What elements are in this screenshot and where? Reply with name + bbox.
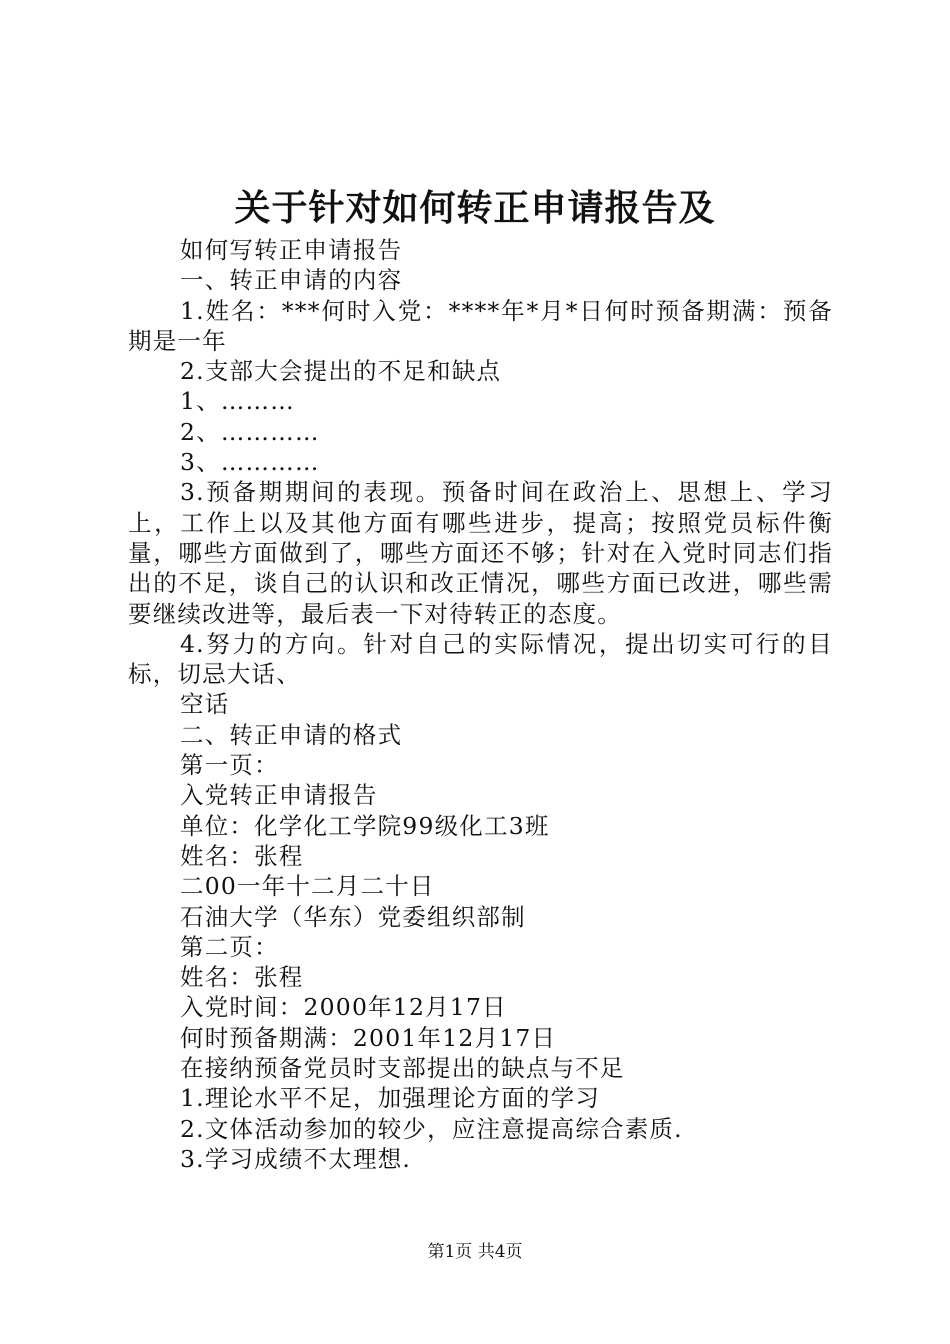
paragraph: 单位：化学化工学院99级化工3班: [180, 811, 550, 840]
paragraph: 入党转正申请报告: [180, 781, 378, 810]
list-item: 1.理论水平不足，加强理论方面的学习: [180, 1084, 601, 1113]
paragraph: 1.姓名：***何时入党：****年*月*日何时预备期满：预备期是一年: [128, 296, 833, 355]
paragraph: 2.支部大会提出的不足和缺点: [180, 357, 502, 386]
list-item: 2、…………: [180, 417, 320, 446]
paragraph: 在接纳预备党员时支部提出的缺点与不足: [180, 1054, 625, 1083]
document-body: [128, 235, 833, 1174]
page-footer: 第1页 共4页: [427, 1242, 523, 1262]
paragraph: 二00一年十二月二十日: [180, 872, 435, 901]
paragraph: 姓名：张程: [180, 841, 304, 870]
paragraph: 姓名：张程: [180, 963, 304, 992]
document-title: 关于针对如何转正申请报告及: [234, 187, 716, 229]
list-item: 3.学习成绩不太理想.: [180, 1144, 412, 1173]
paragraph: 第二页：: [180, 932, 279, 961]
paragraph: 何时预备期满：2001年12月17日: [180, 1023, 557, 1052]
paragraph: 石油大学（华东）党委组织部制: [180, 902, 526, 931]
paragraph: 空话: [180, 690, 230, 719]
paragraph: 如何写转正申请报告: [180, 236, 403, 264]
list-item: 1、………: [180, 387, 295, 416]
section-heading: 二、转正申请的格式: [180, 720, 403, 749]
section-heading: 一、转正申请的内容: [180, 266, 403, 295]
paragraph: 第一页：: [180, 751, 279, 780]
paragraph: 入党时间：2000年12月17日: [180, 993, 507, 1022]
paragraph: 3.预备期期间的表现。预备时间在政治上、思想上、学习上，工作上以及其他方面有哪些进步，提高；按照党员标件衡量，哪些方面做到了，哪些方面还不够；针对在入党时同志们指出的不足，谈自己的认识和改正情况，哪些方面已改进，哪些需要继续改进等，最后表一下对待转正的态度。: [128, 478, 833, 628]
list-item: 2.文体活动参加的较少，应注意提高综合素质.: [180, 1114, 683, 1143]
paragraph: 4.努力的方向。针对自己的实际情况，提出切实可行的目标，切忌大话、: [128, 629, 833, 689]
list-item: 3、…………: [180, 448, 320, 477]
